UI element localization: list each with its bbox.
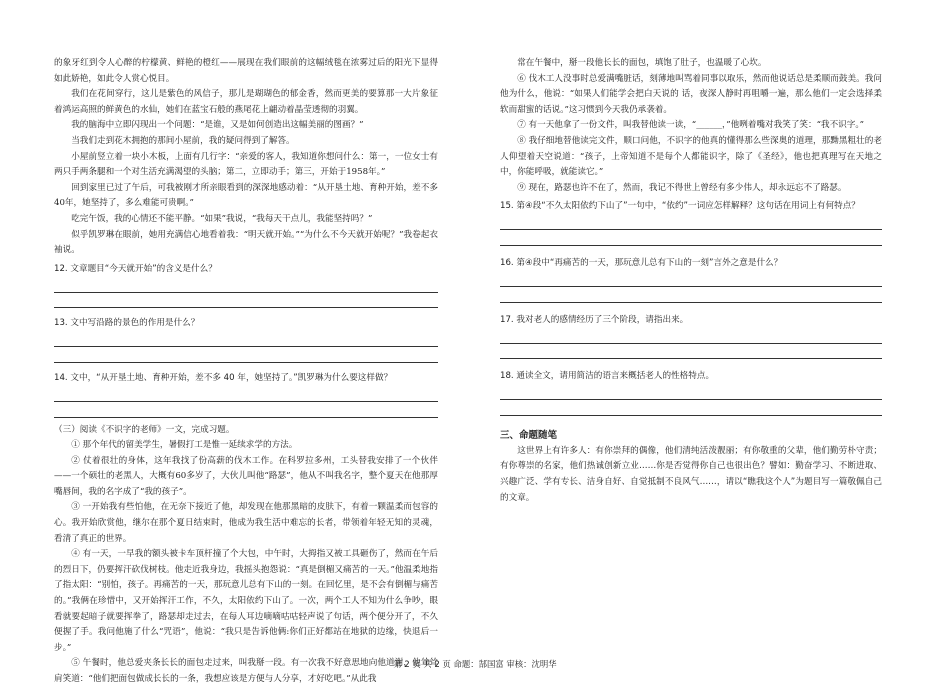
answer-line[interactable] [54,277,438,293]
question-17: 17. 我对老人的感情经历了三个阶段，请指出来。 [500,314,689,325]
answer-line[interactable] [500,230,882,246]
page-footer: 第 2 页 共 2 页 命题：郜国富 审核：沈明华 [393,659,557,669]
story2-paragraph: ⑤ 午餐时，他总爱夹条长长的面包走过来，叫我掰一段。有一次我不好意思地向他道谢，他耸耸肩笑道：“他们把面包做成长长的一条，我想应该是方便与人分享，才好吃吧。”从此我 [54,658,438,684]
section-3-title: （三）阅读《不识字的老师》一文，完成习题。 [54,424,235,435]
story1-paragraph: 的象牙红到令人心醉的柠檬黄、鲜艳的橙红——展现在我们眼前的这幅绒毯在浓雾过后的阳光下显得如此娇艳，如此令人赏心悦目。 [54,58,438,84]
story2-paragraph: ③ 一开始我有些怕他，在无奈下接近了他，却发现在他那黑暗的皮肤下，有着一颗温柔而包容的心。我开始欣赏他，继尔在那个夏日结束时，他成为我生活中难忘的长者，带领着年轻无知的灵魂，看清了真正的世界。 [54,502,438,544]
answer-line[interactable] [500,272,882,288]
answer-line[interactable] [54,332,438,348]
answer-line[interactable] [54,402,438,418]
question-14: 14. 文中，“从开垦土地、育种开始，差不多 40 年，她坚持了。”凯罗琳为什么要这样做？ [54,372,393,383]
essay-prompt: 这世界上有许多人：有你崇拜的偶像，他们清纯活泼靓丽；有你敬重的父辈，他们勤劳朴守责；有你尊崇的名家，他们热诚创新立业……你是否觉得你自己也很出色？譬如：勤奋学习、不断进取、兴趣广泛、学有专长、洁身自好、自觉抵制不良风气……，请以“瞧我这个人”为题目写一篇敬佩自己的文章。 [500,445,882,503]
story1-paragraph: 回到家里已过了午后，可我被刚才所亲眼看到的深深地感动着：“从开垦土地、育种开始，差不多40年，她坚持了，多么难能可贵啊。” [54,182,438,209]
question-18: 18. 通读全文，请用简洁的语言来概括老人的性格特点。 [500,371,715,382]
answer-line[interactable] [500,344,882,360]
story1-paragraph: 我们在花间穿行，这儿是紫色的风信子，那儿是瑚瑚色的郁金香，然而更美的要算那一大片象征着鸿运高照的鲜黄色的水仙，她们在蓝宝石般的燕尾花上翩动着晶莹透彻的羽翼。 [54,89,438,115]
story1-paragraph: 当我们走到花木拥抱的那间小屋前，我的疑问得到了解答。 [71,135,295,146]
answer-line[interactable] [500,328,882,344]
story2-paragraph: ⑥ 伐木工人没事时总爱满嘴脏话，刻薄地叫骂着同事以取乐，然而他说话总是柔顺而鼓美。我问他为什么，他说：“如果人们能学会把白天说的 话，夜深人静时再咀嚼一遍，那么他们一定会选择柔软而甜蜜的话说。”这习惯到今天我仍承袭着。 [500,73,882,115]
story2-paragraph: 常在午餐中，掰一段他长长的面包，填饱了肚子，也温暖了心坎。 [517,58,767,68]
answer-line[interactable] [500,215,882,231]
answer-line[interactable] [500,400,882,416]
answer-line[interactable] [500,385,882,401]
question-13: 13. 文中写沿路的景色的作用是什么？ [54,318,200,329]
story2-paragraph: ① 那个年代的留美学生，暑假打工是惟一延续求学的方法。 [71,440,298,451]
story1-paragraph: 似乎凯罗琳在眼前，她用充满信心地看着我：“明天就开始。”“为什么不今天就开始呢？”我卷起衣袖说。 [54,229,438,256]
answer-line[interactable] [500,287,882,303]
story2-paragraph: ⑨ 现在，路瑟也许不在了，然而，我记不得世上曾经有多少伟人，却永远忘不了路瑟。 [517,182,847,193]
story2-paragraph: ⑦ 有一天他拿了一份文件，叫我替他读一读，“______，”他咧着嘴对我笑了笑：“我不识字。” [517,120,865,131]
story1-paragraph: 我的脑海中立即闪现出一个问题：“是谁，又是如何创造出这幅美丽的图画？” [71,120,364,131]
answer-line[interactable] [54,293,438,309]
story1-paragraph: 吃完午饭，我的心情还不能平静。“如果”我说，“我每天干点儿，我能坚持吗？” [71,213,373,224]
story2-paragraph: ② 仗着很壮的身体，这年我找了份高薪的伐木工作。在科罗拉多州，工头替我安排了一个伙伴——一个硕壮的老黑人，大概有60多岁了，大伙儿叫他“路瑟”，他从不叫我名字，整个夏天在他那厚嘴唇间，我的名字成了“我的孩子”。 [54,455,438,497]
question-15: 15. 第④段“不久太阳依约下山了”一句中，“依约”一词应怎样解释？这句话在用词上有何特点？ [500,201,860,212]
story1-paragraph: 小屋前竖立着一块小木板，上面有几行字：“亲爱的客人，我知道你想问什么：第一，一位女士有两只手两条腿和一个对生活充满渴望的头脑；第二，立即动手；第三，开始于1958年。” [54,151,438,178]
question-16: 16. 第④段中“再痛苦的一天，那玩意儿总有下山的一刻”言外之意是什么？ [500,257,783,268]
question-12: 12. 文章题目“今天就开始”的含义是什么？ [54,263,217,274]
story2-paragraph: ④ 有一天，一早我的额头被卡车顶杆撞了个大包，中午时，大拇指又被工具砸伤了，然而在午后的烈日下，仍要挥汗砍伐树枝。他走近我身边，我摇头抱怨说：“真是倒楣又痛苦的一天。”他温柔地指了指太阳：“别怕，孩子。再痛苦的一天，那玩意儿总有下山的一刻。在回忆里，是不会有倒楣与痛苦的。”我俩在珍惜中，又开始挥汗工作，不久，太阳依约下山了。一次，两个工人不知为什么争吵，眼看就要起暗子就要挥拳了，路瑟却走过去，在每人耳边嘀嘀咕咕轻声说了句话，两个便分开了，不久便握了手。我问他施了什么“咒语”，他说：“我只是告诉他俩:你们正好都站在地狱的边缘，快退后一步。” [54,549,438,653]
answer-line[interactable] [54,387,438,403]
answer-line[interactable] [54,347,438,363]
story2-paragraph: ⑧ 我仔细地替他读完文件，顺口问他，不识字的他真的懂得那么些深奥的道理，那黝黑粗壮的老人仰望着天空说道：“孩子，上帝知道不是每个人都能识字，除了《圣经》，他也把真理写在天地之中，你能呼吸，就能读它。” [500,135,882,178]
essay-section-title: 三、命题随笔 [500,429,558,441]
right-column [500,56,882,506]
left-column [54,56,438,688]
